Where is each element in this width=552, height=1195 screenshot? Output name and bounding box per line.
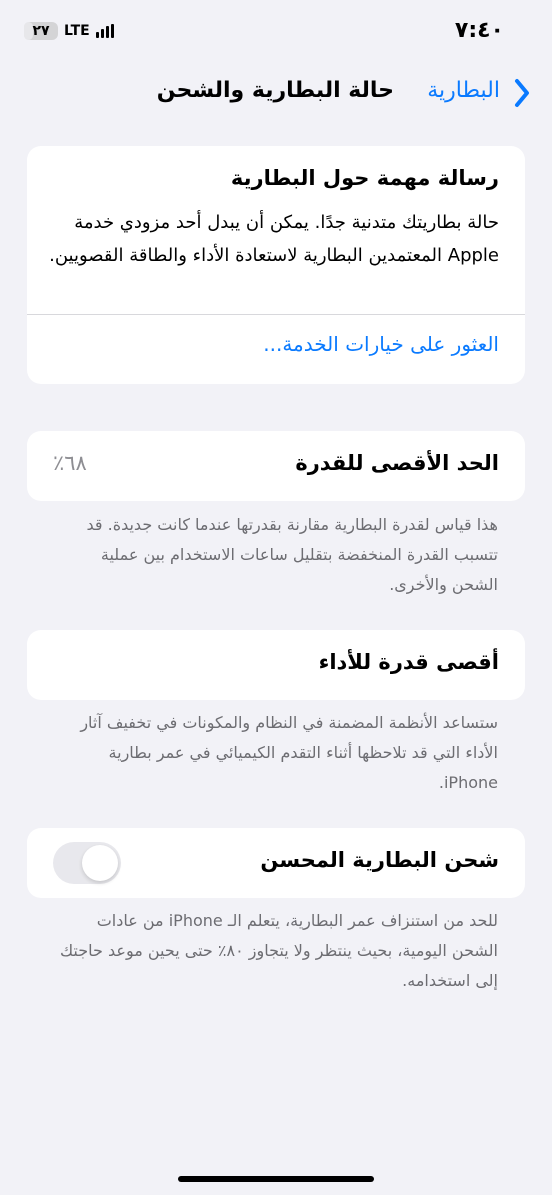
signal-bar [111, 24, 114, 38]
chevron-left-icon[interactable] [510, 78, 532, 108]
maximum-capacity-footnote: هذا قياس لقدرة البطارية مقارنة بقدرتها عندما كانت جديدة. قد تتسبب القدرة المنخفضة بتقليل ساعات الاستخدام بين عملية الشحن والأخرى. [86, 515, 498, 594]
peak-performance-label: أقصى قدرة للأداء [318, 650, 499, 674]
signal-bar [101, 29, 104, 38]
maximum-capacity-row [27, 431, 525, 501]
network-type: LTE [64, 23, 90, 39]
status-indicators [24, 22, 114, 40]
back-button[interactable]: البطارية [427, 78, 500, 103]
battery-level: ٢٧ [32, 23, 50, 39]
signal-bar [106, 26, 109, 38]
optimized-charging-row [27, 828, 525, 898]
maximum-capacity-label: الحد الأقصى للقدرة [295, 451, 499, 475]
cellular-signal-icon [96, 24, 114, 38]
battery-message-card [27, 146, 525, 384]
optimized-charging-label: شحن البطارية المحسن [260, 848, 499, 872]
optimized-charging-toggle[interactable] [53, 842, 121, 884]
find-service-options-link[interactable]: العثور على خيارات الخدمة... [263, 332, 499, 356]
maximum-capacity-value: ٦٨٪ [53, 451, 87, 475]
optimized-charging-footnote: للحد من استنزاف عمر البطارية، يتعلم الـ iPhone من عادات الشحن اليومية، بحيث ينتظر ولا يتجاوز ٨٠٪ حتى يحين موعد حاجتك إلى استخدامه. [59, 911, 498, 990]
page-title: حالة البطارية والشحن [156, 78, 394, 103]
toggle-knob [82, 845, 118, 881]
battery-icon [24, 22, 58, 40]
home-indicator[interactable] [178, 1176, 374, 1182]
message-title: رسالة مهمة حول البطارية [230, 166, 499, 190]
message-body: حالة بطاريتك متدنية جدًا. يمكن أن يبدل أحد مزودي خدمة Apple المعتمدين البطارية لاستعادة الأداء والطاقة القصويين. [49, 212, 499, 266]
status-bar [0, 0, 552, 60]
divider [27, 314, 525, 315]
peak-performance-row [27, 630, 525, 700]
peak-performance-footnote: ستساعد الأنظمة المضمنة في النظام والمكونات في تخفيف آثار الأداء التي قد تلاحظها أثناء التقدم الكيميائي في عمر بطارية iPhone. [80, 713, 498, 792]
signal-bar [96, 32, 99, 38]
status-time: ٧:٤٠ [454, 18, 504, 43]
navigation-bar [0, 74, 552, 114]
